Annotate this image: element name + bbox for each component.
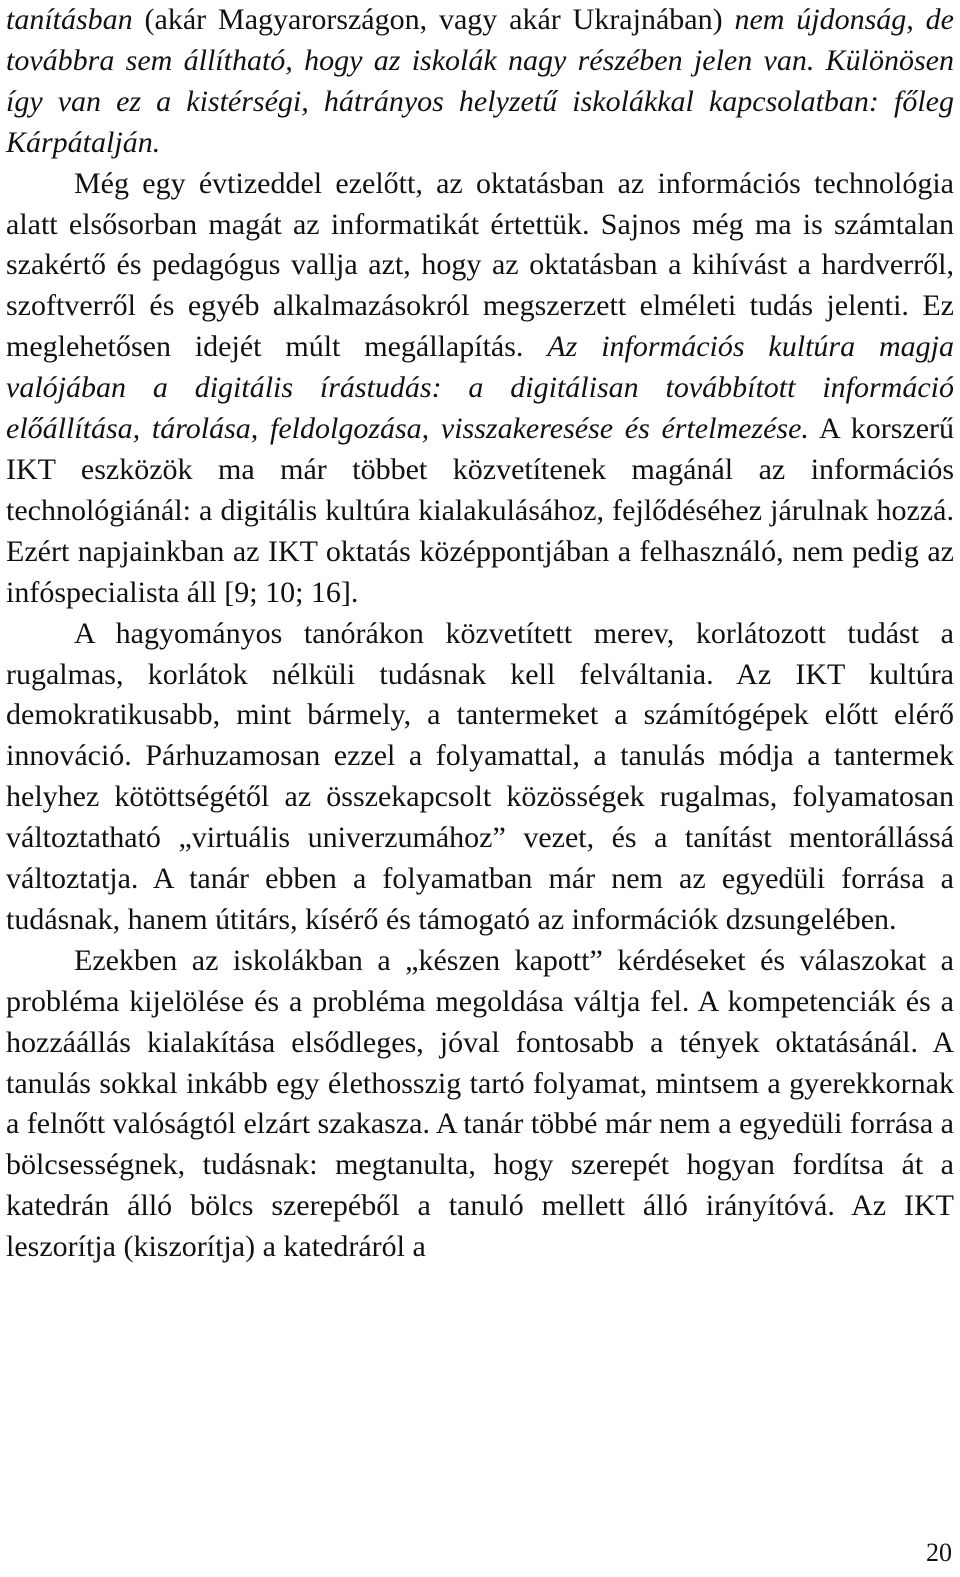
paragraph: Ezekben az iskolákban a „készen kapott” kérdéseket és válaszokat a probléma kijelölése és a probléma megoldása váltja fel. A kompetenciák és a hozzáállás kialakítása elsődleges, jóval fontosabb a tények oktatásánál. A tanulás sokkal inkább egy élethosszig tartó folyamat, mintsem a gyerekkornak a felnőtt valóságtól elzárt szakasza. A tanár többé már nem a egyedüli forrása a bölcsességnek, tudásnak: megtanulta, hogy szerepét hogyan fordítsa át a katedrán álló bölcs szerepéből a tanuló mellett álló irányítóvá. Az IKT leszorítja (kiszorítja) a katedráról a — [6, 943, 954, 1264]
paragraph — [6, 164, 954, 614]
body-text: A korszerű IKT eszközök ma már többet közvetítenek magánál az információs technológiánál: a digitális kultúra kialakulásához, fejlődéséhez járulnak hozzá. Ezért napjainkban az IKT oktatás középpontjában a felhasználó, nem pedig az infóspecialista áll [9; 10; 16]. — [6, 412, 954, 609]
page-number: 20 — [926, 1538, 952, 1567]
italic-text: nem újdonság, de továbbra sem állítható, hogy az iskolák nagy részében jelen van. Különösen így van ez a kistérségi, hátrányos helyzetű iskolákkal kapcsolatban: főleg Kárpátalján. — [6, 3, 954, 159]
paragraph: A hagyományos tanórákon közvetített merev, korlátozott tudást a rugalmas, korlátok nélküli tudásnak kell felváltania. Az IKT kultúra demokratikusabb, mint bármely, a tantermeket a számítógépek előtt elérő innováció. Párhuzamosan ezzel a folyamattal, a tanulás módja a tantermek helyhez kötöttségétől az összekapcsolt közösségek rugalmas, folyamatosan változtatható „virtuális univerzumához” vezet, és a tanítást mentorállássá változtatja. A tanár ebben a folyamatban már nem az egyedüli forrása a tudásnak, hanem útitárs, kísérő és támogató az információk dzsungelében. — [6, 616, 954, 936]
body-text: Még egy évtizeddel ezelőtt, az oktatásban az információs technológia alatt elsősorban magát az informatikát értettük. Sajnos még ma is számtalan szakértő és pedagógus vallja azt, hogy az oktatásban a kihívást a hardverről, szoftverről és egyéb alkalmazásokról megszerzett elméleti tudás jelenti. Ez meglehetősen idejét múlt megállapítás. — [6, 166, 954, 364]
document-body — [6, 0, 954, 1268]
paragraph — [6, 0, 954, 164]
italic-text: Az információs kultúra magja valójában a digitális írástudás: a digitálisan továbbított információ előállítása, tárolása, feldolgozása, visszakeresése és értelmezése. — [6, 330, 954, 446]
italic-text: tanításban — [6, 3, 133, 36]
body-text: (akár Magyarországon, vagy akár Ukrajnában) — [132, 3, 735, 36]
